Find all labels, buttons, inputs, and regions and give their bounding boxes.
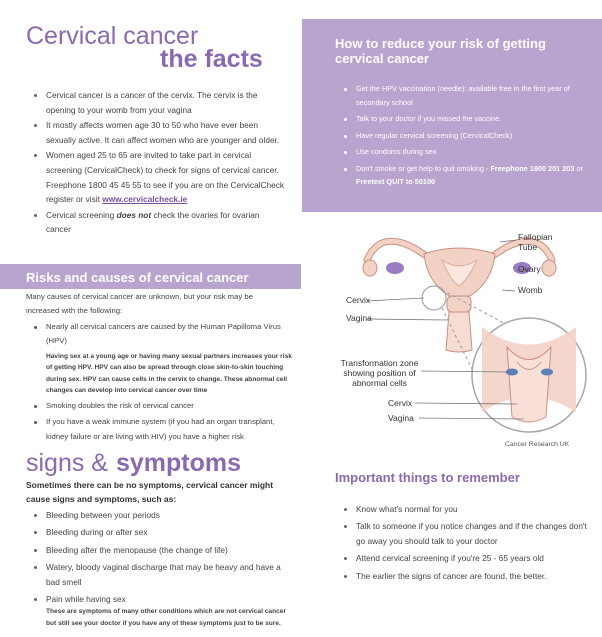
list-item: The earlier the signs of cancer are found, the better. [344, 569, 590, 583]
list-item: Watery, bloody vaginal discharge that may be heavy and have a bad smell [34, 560, 296, 589]
label-transformation-zone: Transformation zone showing position of abnormal cells [340, 358, 419, 388]
risks-title: Risks and causes of cervical cancer [26, 270, 249, 285]
reduce-title: How to reduce your risk of getting cervical cancer [335, 36, 546, 66]
left-ovary [386, 262, 404, 274]
list-item: Cervical cancer is a cancer of the cervix. The cervix is the opening to your womb from your vagina [34, 88, 286, 117]
list-item: Get the HPV vaccination (needle): available free in the first year of secondary school [344, 82, 594, 109]
list-item: Have regular cervical screening (CervicalCheck) [344, 129, 594, 143]
list-item: Nearly all cervical cancers are caused by the Human Papilloma Virus (HPV) Having sex at a young age or having many sexual partners increases your risk of getting HPV. HPV can also be spread through close skin-to-skin touching during sex. HPV can cause cells in the cervix to change. These abnormal cell changes can develop into cervical cancer over time [34, 320, 292, 397]
hpv-note: Having sex at a young age or having many sexual partners increases your risk of getting HPV. HPV can also be spread through close skin-to-skin touching during sex. HPV can cause cells in the cervix to change. These abnormal cell changes can develop into cervical cancer over time [46, 352, 292, 395]
label-ovary: Ovary [518, 264, 541, 274]
symptoms-list [34, 508, 296, 632]
list-item: Smoking doubles the risk of cervical cancer [34, 399, 292, 413]
facts-section [0, 0, 300, 262]
abnormal-cells-left [506, 369, 518, 376]
list-item: Don't smoke or get help to quit smoking - Freephone 1800 201 203 or Freetext QUIT to 50100 [344, 162, 594, 189]
symptoms-title-light: signs & [26, 449, 108, 477]
list-item: Bleeding during or after sex [34, 525, 296, 539]
symptoms-intro: Sometimes there can be no symptoms, cervical cancer might cause signs and symptoms, such as: [26, 480, 274, 504]
important-section [302, 462, 602, 637]
anatomy-diagram [302, 212, 602, 462]
list-item: Cervical screening does not check the ovaries for ovarian cancer [34, 208, 286, 237]
list-item: Pain while having sex These are symptoms of many other conditions which are not cervical cancer but still see your doctor if you have any of these symptoms just to be sure. [34, 592, 296, 629]
list-item: Bleeding after the menopause (the change of life) [34, 543, 296, 557]
list-item: Attend cervical screening if you're 25 - 65 years old [344, 551, 590, 565]
risks-list [34, 320, 292, 446]
important-list [344, 502, 590, 586]
important-title: Important things to remember [335, 470, 520, 485]
reduce-list [344, 82, 594, 192]
list-item: Talk to someone if you notice changes and if the changes don't go away you should talk to your doctor [344, 519, 590, 548]
symptoms-title-bold: symptoms [116, 449, 242, 477]
label-vagina-zoom: Vagina [388, 413, 414, 423]
emphasis-does-not: does not [116, 209, 152, 220]
label-cervix: Cervix [346, 295, 371, 305]
symptoms-note: These are symptoms of many other conditions which are not cervical cancer but still see your doctor if you have any of these symptoms just to be sure. [46, 608, 287, 627]
label-fallopian: Fallopian Tube [518, 232, 553, 252]
facts-list [34, 88, 286, 238]
list-item: Bleeding between your periods [34, 508, 296, 522]
image-credit: Cancer Research UK [505, 441, 570, 448]
symptoms-section [0, 448, 300, 637]
list-item: Women aged 25 to 65 are invited to take part in cervical screening (CervicalCheck) to check for signs of cervical cancer. Freephone 1800 45 45 55 to see if you are on the CervicalCheck register or visit www.cervicalcheck.ie [34, 148, 286, 206]
risks-intro: Many causes of cervical cancer are unknown, but your risk may be increased with the following: [26, 292, 253, 316]
list-item: Use condoms during sex [344, 145, 594, 159]
label-vagina: Vagina [346, 313, 372, 323]
label-womb: Womb [518, 285, 543, 295]
list-item: If you have a weak immune system (if you had an organ transplant, kidney failure or are living with HIV) you have a higher risk [34, 415, 292, 444]
vagina-shape [446, 312, 472, 352]
cervix-shape [447, 296, 471, 312]
list-item: Talk to your doctor if you missed the vaccine. [344, 112, 594, 126]
facts-title-light: Cervical cancer [26, 22, 199, 50]
facts-title-bold: the facts [160, 45, 263, 73]
cervicalcheck-link[interactable]: www.cervicalcheck.ie [102, 194, 188, 205]
list-item: Know what's normal for you [344, 502, 590, 516]
label-cervix-zoom: Cervix [388, 398, 413, 408]
zoom-circle [422, 286, 446, 310]
list-item: It mostly affects women age 30 to 50 who have ever been sexually active. It can affect women who are younger and older. [34, 118, 286, 147]
abnormal-cells-right [541, 369, 553, 376]
